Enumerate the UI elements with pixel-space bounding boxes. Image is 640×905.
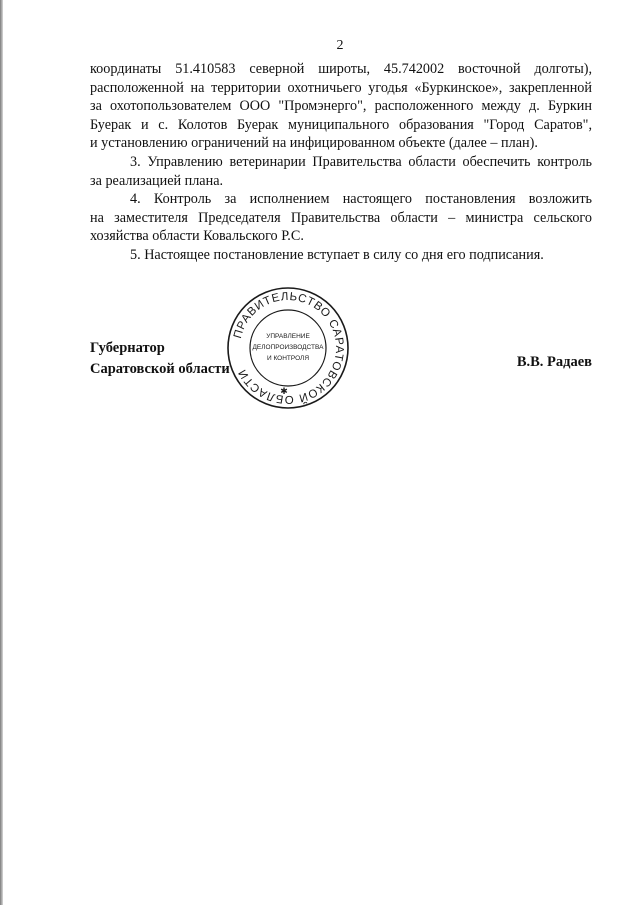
seal-outer-text: ПРАВИТЕЛЬСТВО САРАТОВСКОЙ ОБЛАСТИ bbox=[231, 290, 346, 406]
signer-position-line-1: Губернатор bbox=[90, 340, 165, 356]
scan-edge-shadow bbox=[0, 0, 3, 905]
text-line: хозяйства области Ковальского Р.С. bbox=[90, 228, 304, 245]
official-seal-stamp bbox=[226, 286, 350, 410]
paragraph-continuation bbox=[90, 60, 592, 153]
text-line: и установлению ограничений на инфицированном объекте (далее – план). bbox=[90, 135, 538, 152]
text-line: 3. Управлению ветеринарии Правительства области обеспечить контроль bbox=[130, 153, 592, 170]
text-line: координаты 51.410583 северной широты, 45.742002 восточной долготы), bbox=[90, 61, 592, 77]
document-body bbox=[90, 60, 592, 265]
text-line: 5. Настоящее постановление вступает в силу со дня его подписания. bbox=[130, 246, 544, 263]
signer-name: В.В. Радаев bbox=[516, 354, 592, 370]
text-line: 4. Контроль за исполнением настоящего постановления возложить bbox=[130, 191, 592, 208]
seal-inner-line-3: И КОНТРОЛЯ bbox=[266, 355, 310, 362]
seal-inner-line-1: УПРАВЛЕНИЕ bbox=[266, 333, 310, 340]
text-line: за реализацией плана. bbox=[90, 172, 224, 189]
paragraph-item-3 bbox=[90, 153, 592, 190]
seal-inner-line-2: ДЕЛОПРОИЗВОДСТВА bbox=[252, 344, 324, 351]
paragraph-item-4 bbox=[90, 190, 592, 246]
paragraph-item-5 bbox=[90, 246, 592, 265]
text-line: на заместителя Председателя Правительства области – министра сельского bbox=[90, 209, 592, 226]
page-number: 2 bbox=[336, 38, 344, 53]
text-line: Буерак и с. Колотов Буерак муниципального образования "Город Саратов", bbox=[90, 116, 592, 133]
text-line: расположенной на территории охотничьего угодья «Буркинское», закрепленной bbox=[90, 79, 592, 96]
seal-star-icon: ✱ bbox=[280, 387, 288, 397]
signer-position-line-2: Саратовской области bbox=[90, 361, 230, 377]
text-line: за охотопользователем ООО "Промэнерго", расположенного между д. Буркин bbox=[90, 98, 592, 115]
